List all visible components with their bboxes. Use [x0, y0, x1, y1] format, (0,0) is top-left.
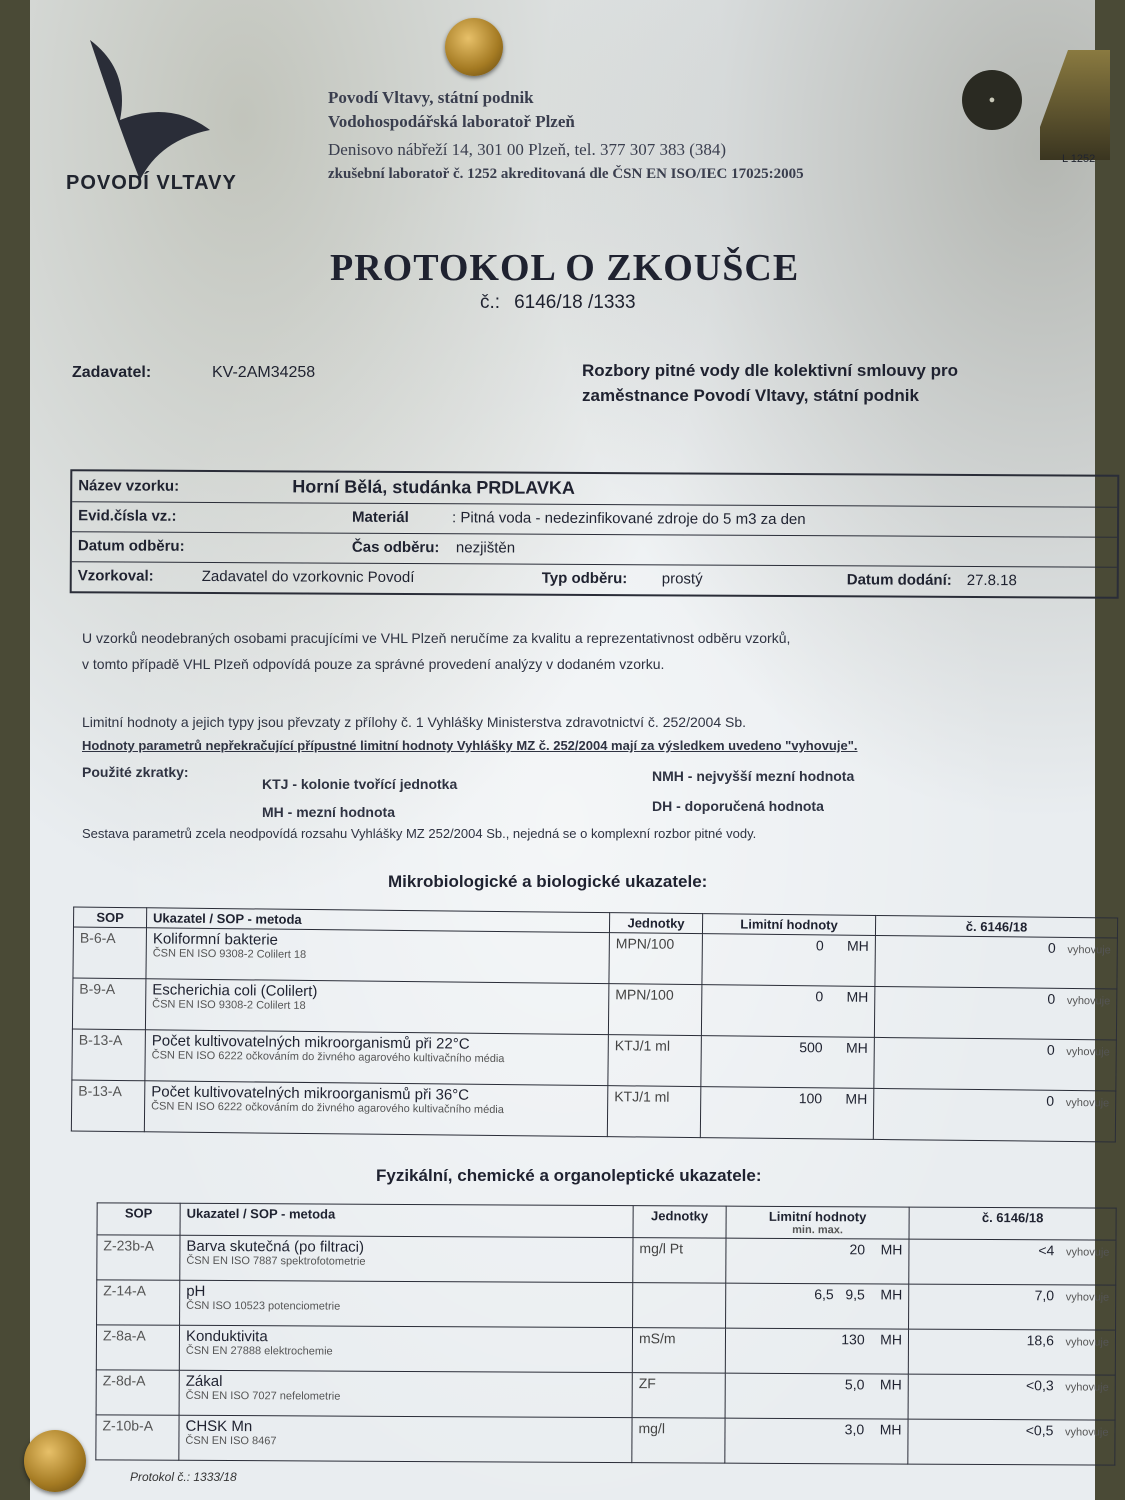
table-row [97, 1280, 1116, 1330]
row-sop: B-6-A [73, 927, 147, 979]
indicator-method: ČSN EN ISO 8467 [185, 1434, 277, 1448]
col-limits [726, 1206, 909, 1239]
col-units: Jednotky [633, 1206, 726, 1238]
indicator-method: ČSN EN ISO 7887 spektrofotometrie [186, 1254, 366, 1268]
limit-value: 100 [798, 1090, 823, 1107]
row-unit: MPN/100 [608, 984, 702, 1036]
indicator-name: Počet kultivovatelných mikroorganismů při 22°C [151, 1032, 470, 1053]
col-limits: Limitní hodnoty [702, 914, 875, 936]
limit-max: 5,0 [844, 1376, 865, 1393]
sample-type-label: Typ odběru: [541, 569, 628, 588]
sampler-label: Vzorkoval: [77, 567, 154, 585]
sample-name-label: Název vzorku: [78, 477, 180, 495]
col-indicator: Ukazatel / SOP - metoda [180, 1203, 633, 1237]
row-unit: mg/l Pt [633, 1238, 726, 1283]
sample-time-value: nezjištěn [455, 539, 516, 557]
abbr-nmh: NMH - nejvyšší mezní hodnota [652, 768, 855, 784]
row-result [908, 1329, 1115, 1375]
row-sop: Z-14-A [97, 1280, 180, 1325]
sample-row-sampler [72, 561, 1117, 596]
indicator-name: Barva skutečná (po filtraci) [186, 1237, 365, 1256]
row-sop: B-9-A [72, 978, 146, 1030]
note-evaluation: Hodnoty parametrů nepřekračující přípustné limitní hodnoty Vyhlášky MZ č. 252/2004 mají za výsledkem uvedeno "vyhovuje". [82, 738, 858, 753]
result-eval: vyhovuje [1066, 1045, 1110, 1059]
limit-type: MH [880, 1241, 903, 1258]
row-result [873, 1088, 1116, 1142]
org-accreditation: zkušební laboratoř č. 1252 akreditovaná dle ČSN EN ISO/IEC 17025:2005 [328, 166, 804, 182]
indicator-name: pH [186, 1282, 206, 1300]
result-eval: vyhovuje [1065, 1336, 1109, 1349]
note-limits: Limitní hodnoty a jejich typy jsou převzaty z přílohy č. 1 Vyhlášky Ministerstva zdravotnictví č. 252/2004 Sb. [82, 714, 747, 730]
limit-type: MH [846, 937, 869, 954]
table-row [71, 1080, 1115, 1142]
result-value: 0 [1046, 1092, 1055, 1109]
sample-time-label: Čas odběru: [351, 538, 440, 557]
row-indicator [145, 979, 609, 1035]
footer-protocol: Protokol č.: 1333/18 [130, 1470, 237, 1484]
result-eval: vyhovuje [1065, 1096, 1110, 1110]
row-unit: MPN/100 [609, 933, 703, 985]
row-limit [725, 1328, 908, 1374]
evid-label: Evid.čísla vz.: [78, 507, 177, 525]
indicator-method: ČSN EN ISO 9308-2 Colilert 18 [152, 998, 306, 1012]
micro-table [71, 907, 1118, 1143]
row-sop: B-13-A [71, 1080, 145, 1132]
row-limit [702, 934, 876, 987]
phys-header-row [97, 1203, 1116, 1240]
accreditation-badge: L 1252 [1062, 153, 1096, 165]
row-indicator [145, 1030, 609, 1086]
result-value: 0 [1047, 990, 1056, 1007]
limit-type: MH [880, 1331, 903, 1348]
sample-date-label: Datum odběru: [77, 537, 185, 555]
note-sampling-1: U vzorků neodebraných osobami pracujícími ve VHL Plzeň neručíme za kvalitu a reprezentativnost odběru vzorků, [82, 630, 791, 646]
limit-max: 130 [841, 1331, 865, 1348]
col-indicator: Ukazatel / SOP - metoda [146, 908, 609, 933]
client-label: Zadavatel: [72, 364, 152, 381]
result-eval: vyhovuje [1065, 1381, 1109, 1394]
limits-header: Limitní hodnoty [768, 1208, 867, 1225]
limit-type: MH [880, 1286, 903, 1303]
col-result: č. 6146/18 [909, 1207, 1116, 1240]
row-sop: B-13-A [72, 1029, 146, 1081]
delivery-date-value: 27.8.18 [966, 571, 1017, 590]
indicator-method: ČSN EN ISO 7027 nefelometrie [185, 1389, 341, 1403]
indicator-method: ČSN ISO 10523 potenciometrie [186, 1299, 341, 1313]
delivery-date-label: Datum dodání: [846, 571, 952, 589]
row-sop: Z-8d-A [96, 1370, 179, 1415]
limit-type: MH [879, 1376, 902, 1393]
indicator-name: Zákal [185, 1372, 223, 1390]
sample-name-value: Horní Bělá, studánka PRDLAVKA [292, 476, 576, 498]
abbr-dh: DH - doporučená hodnota [652, 798, 824, 814]
result-value: <0,3 [1025, 1377, 1054, 1394]
org-name: Povodí Vltavy, státní podnik [328, 88, 534, 107]
col-result: č. 6146/18 [875, 915, 1117, 938]
row-limit [701, 985, 875, 1038]
row-limit [726, 1283, 909, 1329]
sample-info-box [70, 469, 1120, 598]
row-result [908, 1374, 1115, 1420]
row-result [909, 1284, 1116, 1330]
result-value: 0 [1046, 1041, 1055, 1058]
abbr-ktj: KTJ - kolonie tvořící jednotka [262, 776, 458, 792]
micro-section-title: Mikrobiologické a biologické ukazatele: [388, 872, 708, 891]
note-scope: Sestava parametrů zcela neodpovídá rozsahu Vyhlášky MZ 252/2004 Sb., nejedná se o komplexní rozbor pitné vody. [82, 826, 757, 841]
limit-max: 9,5 [845, 1286, 865, 1303]
limit-type: MH [845, 1090, 868, 1107]
sampler-value: Zadavatel do vzorkovnic Povodí [201, 567, 415, 587]
material-value: : Pitná voda - nedezinfikované zdroje do 5 m3 za den [452, 509, 806, 529]
result-eval: vyhovuje [1065, 1246, 1110, 1259]
row-result [874, 1037, 1117, 1091]
row-limit [700, 1087, 874, 1140]
result-eval: vyhovuje [1067, 943, 1111, 957]
abbr-mh: MH - mezní hodnota [262, 804, 395, 820]
table-row [96, 1370, 1115, 1420]
indicator-name: Konduktivita [185, 1327, 268, 1346]
row-limit [725, 1418, 908, 1464]
thumbtack-top [445, 18, 503, 76]
protocol-number [480, 292, 636, 314]
row-unit: mg/l [632, 1418, 725, 1463]
row-limit [725, 1373, 908, 1419]
table-row [96, 1415, 1115, 1465]
result-eval: vyhovuje [1065, 1291, 1110, 1304]
row-result [908, 1419, 1115, 1465]
col-sop: SOP [73, 907, 146, 928]
indicator-method: ČSN EN ISO 9308-2 Colilert 18 [152, 947, 307, 961]
indicator-method: ČSN EN ISO 6222 očkováním do živného agarového kultivačního média [151, 1049, 505, 1066]
minmax-header: min. max. [792, 1223, 843, 1237]
result-value: <0,5 [1025, 1422, 1054, 1439]
indicator-name: Počet kultivovatelných mikroorganismů při 36°C [151, 1083, 470, 1104]
row-result [875, 935, 1118, 989]
limit-value: 0 [815, 988, 824, 1005]
row-sop: Z-23b-A [97, 1235, 180, 1280]
row-sop: Z-10b-A [96, 1415, 179, 1460]
result-eval: vyhovuje [1066, 994, 1111, 1008]
table-row [97, 1235, 1116, 1285]
result-eval: vyhovuje [1065, 1426, 1109, 1439]
limit-min: 6,5 [814, 1286, 834, 1303]
row-limit [726, 1238, 909, 1284]
row-unit: ZF [632, 1373, 725, 1418]
result-value: <4 [1038, 1242, 1055, 1259]
row-limit [701, 1036, 875, 1089]
limit-type: MH [846, 988, 869, 1005]
result-value: 18,6 [1026, 1332, 1054, 1349]
result-value: 7,0 [1034, 1287, 1055, 1304]
table-row [96, 1325, 1115, 1375]
limit-type: MH [879, 1421, 902, 1438]
result-value: 0 [1047, 939, 1056, 956]
row-unit [633, 1283, 726, 1328]
indicator-name: Escherichia coli (Colilert) [152, 981, 318, 1001]
indicator-method: ČSN EN ISO 6222 očkováním do živného agarového kultivačního média [151, 1100, 504, 1117]
org-lab: Vodohospodářská laboratoř Plzeň [328, 112, 575, 131]
row-result [909, 1239, 1116, 1285]
material-label: Materiál [352, 508, 409, 527]
limit-value: 500 [799, 1039, 823, 1056]
limit-max: 3,0 [844, 1421, 865, 1438]
row-result [874, 986, 1117, 1040]
row-indicator [179, 1370, 632, 1417]
page-title: PROTOKOL O ZKOUŠCE [330, 247, 800, 289]
row-indicator [179, 1415, 632, 1462]
indicator-name: CHSK Mn [185, 1417, 253, 1436]
row-sop: Z-8a-A [96, 1325, 179, 1370]
indicator-name: Koliformní bakterie [152, 930, 279, 949]
limit-value: 0 [815, 937, 824, 954]
client-value: KV-2AM34258 [212, 364, 316, 381]
row-indicator [180, 1235, 633, 1282]
row-indicator [180, 1280, 633, 1327]
col-units: Jednotky [609, 913, 702, 934]
thumbtack-bottom-left [24, 1430, 86, 1492]
protocol-number-value: 6146/18 /1333 [514, 292, 636, 313]
abbreviations-label: Použité zkratky: [82, 764, 189, 780]
phys-section-title: Fyzikální, chemické a organoleptické ukazatele: [376, 1166, 762, 1185]
limit-max: 20 [849, 1241, 866, 1258]
accreditation-seal-icon: ● [962, 70, 1022, 130]
row-indicator [144, 1081, 608, 1137]
row-indicator [146, 928, 610, 984]
col-sop: SOP [97, 1203, 180, 1235]
protocol-number-label: č.: [480, 292, 501, 313]
analysis-description: Rozbory pitné vody dle kolektivní smlouvy pro zaměstnance Povodí Vltavy, státní podnik [582, 361, 958, 405]
logo-text: POVODÍ VLTAVY [66, 172, 237, 194]
note-sampling-2: v tomto případě VHL Plzeň odpovídá pouze za správné provedení analýzy v dodaném vzorku. [82, 656, 665, 672]
phys-table [95, 1202, 1116, 1465]
indicator-method: ČSN EN 27888 elektrochemie [185, 1344, 333, 1358]
row-indicator [179, 1325, 632, 1372]
sample-type-value: prostý [661, 570, 703, 588]
org-address: Denisovo nábřeží 14, 301 00 Plzeň, tel. 377 307 383 (384) [328, 140, 727, 159]
row-unit: KTJ/1 ml [608, 1035, 702, 1087]
limit-type: MH [845, 1039, 868, 1056]
row-unit: KTJ/1 ml [607, 1086, 701, 1138]
row-unit: mS/m [632, 1328, 725, 1373]
